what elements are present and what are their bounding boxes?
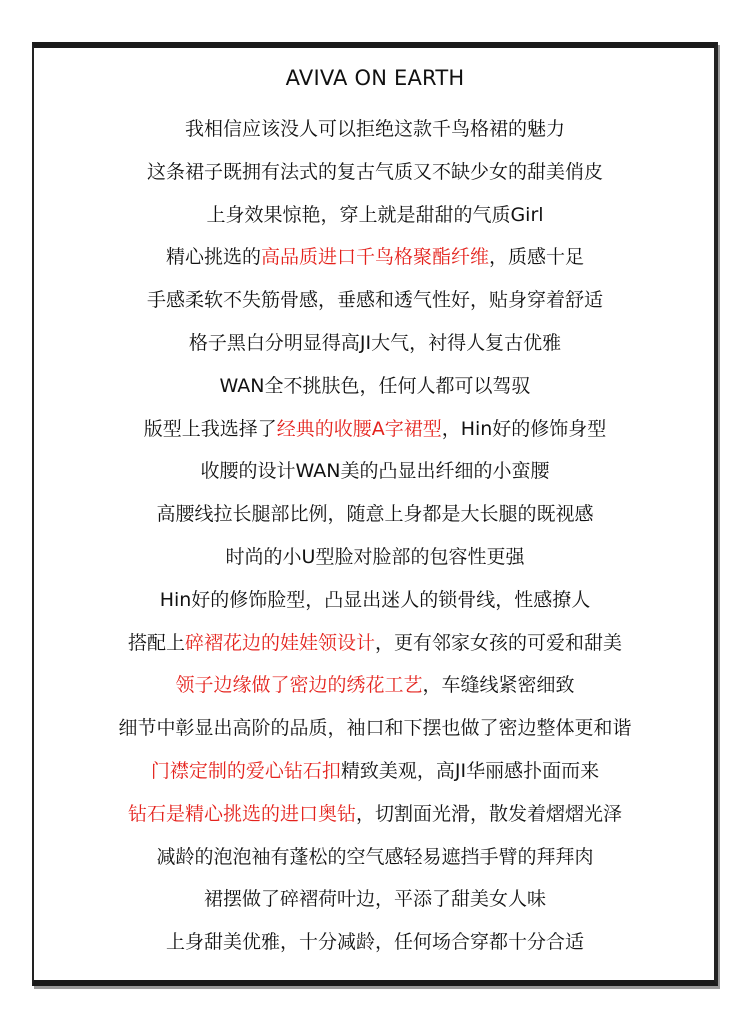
description-line [32,664,718,707]
highlight-text: 碎褶花边的娃娃领设计 [184,631,375,654]
description-line [32,793,718,836]
description-line [32,194,718,237]
description-line [32,921,718,964]
line-text: 上身效果惊艳，穿上就是甜甜的气质Girl [206,203,544,226]
highlight-text: 高品质进口千鸟格聚酯纤维 [260,246,489,269]
line-text: 手感柔软不失筋骨感，垂感和透气性好，贴身穿着舒适 [146,289,603,312]
description-line [32,322,718,365]
line-text: Hin好的修饰脸型，凸显出迷人的锁骨线，性感撩人 [159,588,591,611]
description-line [32,579,718,622]
line-text: ，车缝线紧密细致 [422,674,575,697]
description-line [32,365,718,408]
description-line [32,450,718,493]
line-text: WAN全不挑肤色，任何人都可以驾驭 [219,374,531,397]
description-line [32,108,718,151]
line-text: ，Hin好的修饰身型 [441,417,607,440]
description-line [32,408,718,451]
description-line [32,536,718,579]
highlight-text: 钻石是精心挑选的进口奥钻 [127,802,356,825]
line-text: 我相信应该没人可以拒绝这款千鸟格裙的魅力 [184,118,565,140]
line-text: ，质感十足 [489,246,585,269]
line-text: 时尚的小U型脸对脸部的包容性更强 [225,545,525,568]
description-line [32,279,718,322]
line-text: 减龄的泡泡袖有蓬松的空气感轻易遮挡手臂的拜拜肉 [156,845,594,868]
line-text: 收腰的设计WAN美的凸显出纤细的小蛮腰 [200,460,550,483]
line-text: 上身甜美优雅，十分减龄，任何场合穿都十分合适 [165,931,584,954]
description-line [32,236,718,279]
line-text: 版型上我选择了 [143,417,277,440]
highlight-text: 门襟定制的爱心钻石扣 [150,759,341,782]
line-text: ，切割面光滑，散发着熠熠光泽 [356,802,623,825]
line-text: 搭配上 [127,631,185,654]
description-line [32,878,718,921]
line-text: 高腰线拉长腿部比例，随意上身都是大长腿的既视感 [156,503,594,526]
description-lines [32,108,718,964]
highlight-text: 经典的收腰A字裙型 [276,417,442,440]
description-line [32,750,718,793]
description-line [32,622,718,665]
description-line [32,493,718,536]
description-line [32,836,718,879]
line-text: 精心挑选的 [165,246,261,269]
page-title: AVIVA ON EARTH [285,66,465,90]
line-text: 裙摆做了碎褶荷叶边，平添了甜美女人味 [203,888,546,911]
line-text: 细节中彰显出高阶的品质，袖口和下摆也做了密边整体更和谐 [118,717,632,740]
line-text: 格子黑白分明显得高JI大气，衬得人复古优雅 [188,331,562,354]
line-text: 这条裙子既拥有法式的复古气质又不缺少女的甜美俏皮 [146,160,603,183]
description-line [32,707,718,750]
line-text: 精致美观，高JI华丽感扑面而来 [340,759,600,782]
line-text: ，更有邻家女孩的可爱和甜美 [375,631,623,654]
description-line [32,151,718,194]
highlight-text: 领子边缘做了密边的绣花工艺 [175,674,423,697]
